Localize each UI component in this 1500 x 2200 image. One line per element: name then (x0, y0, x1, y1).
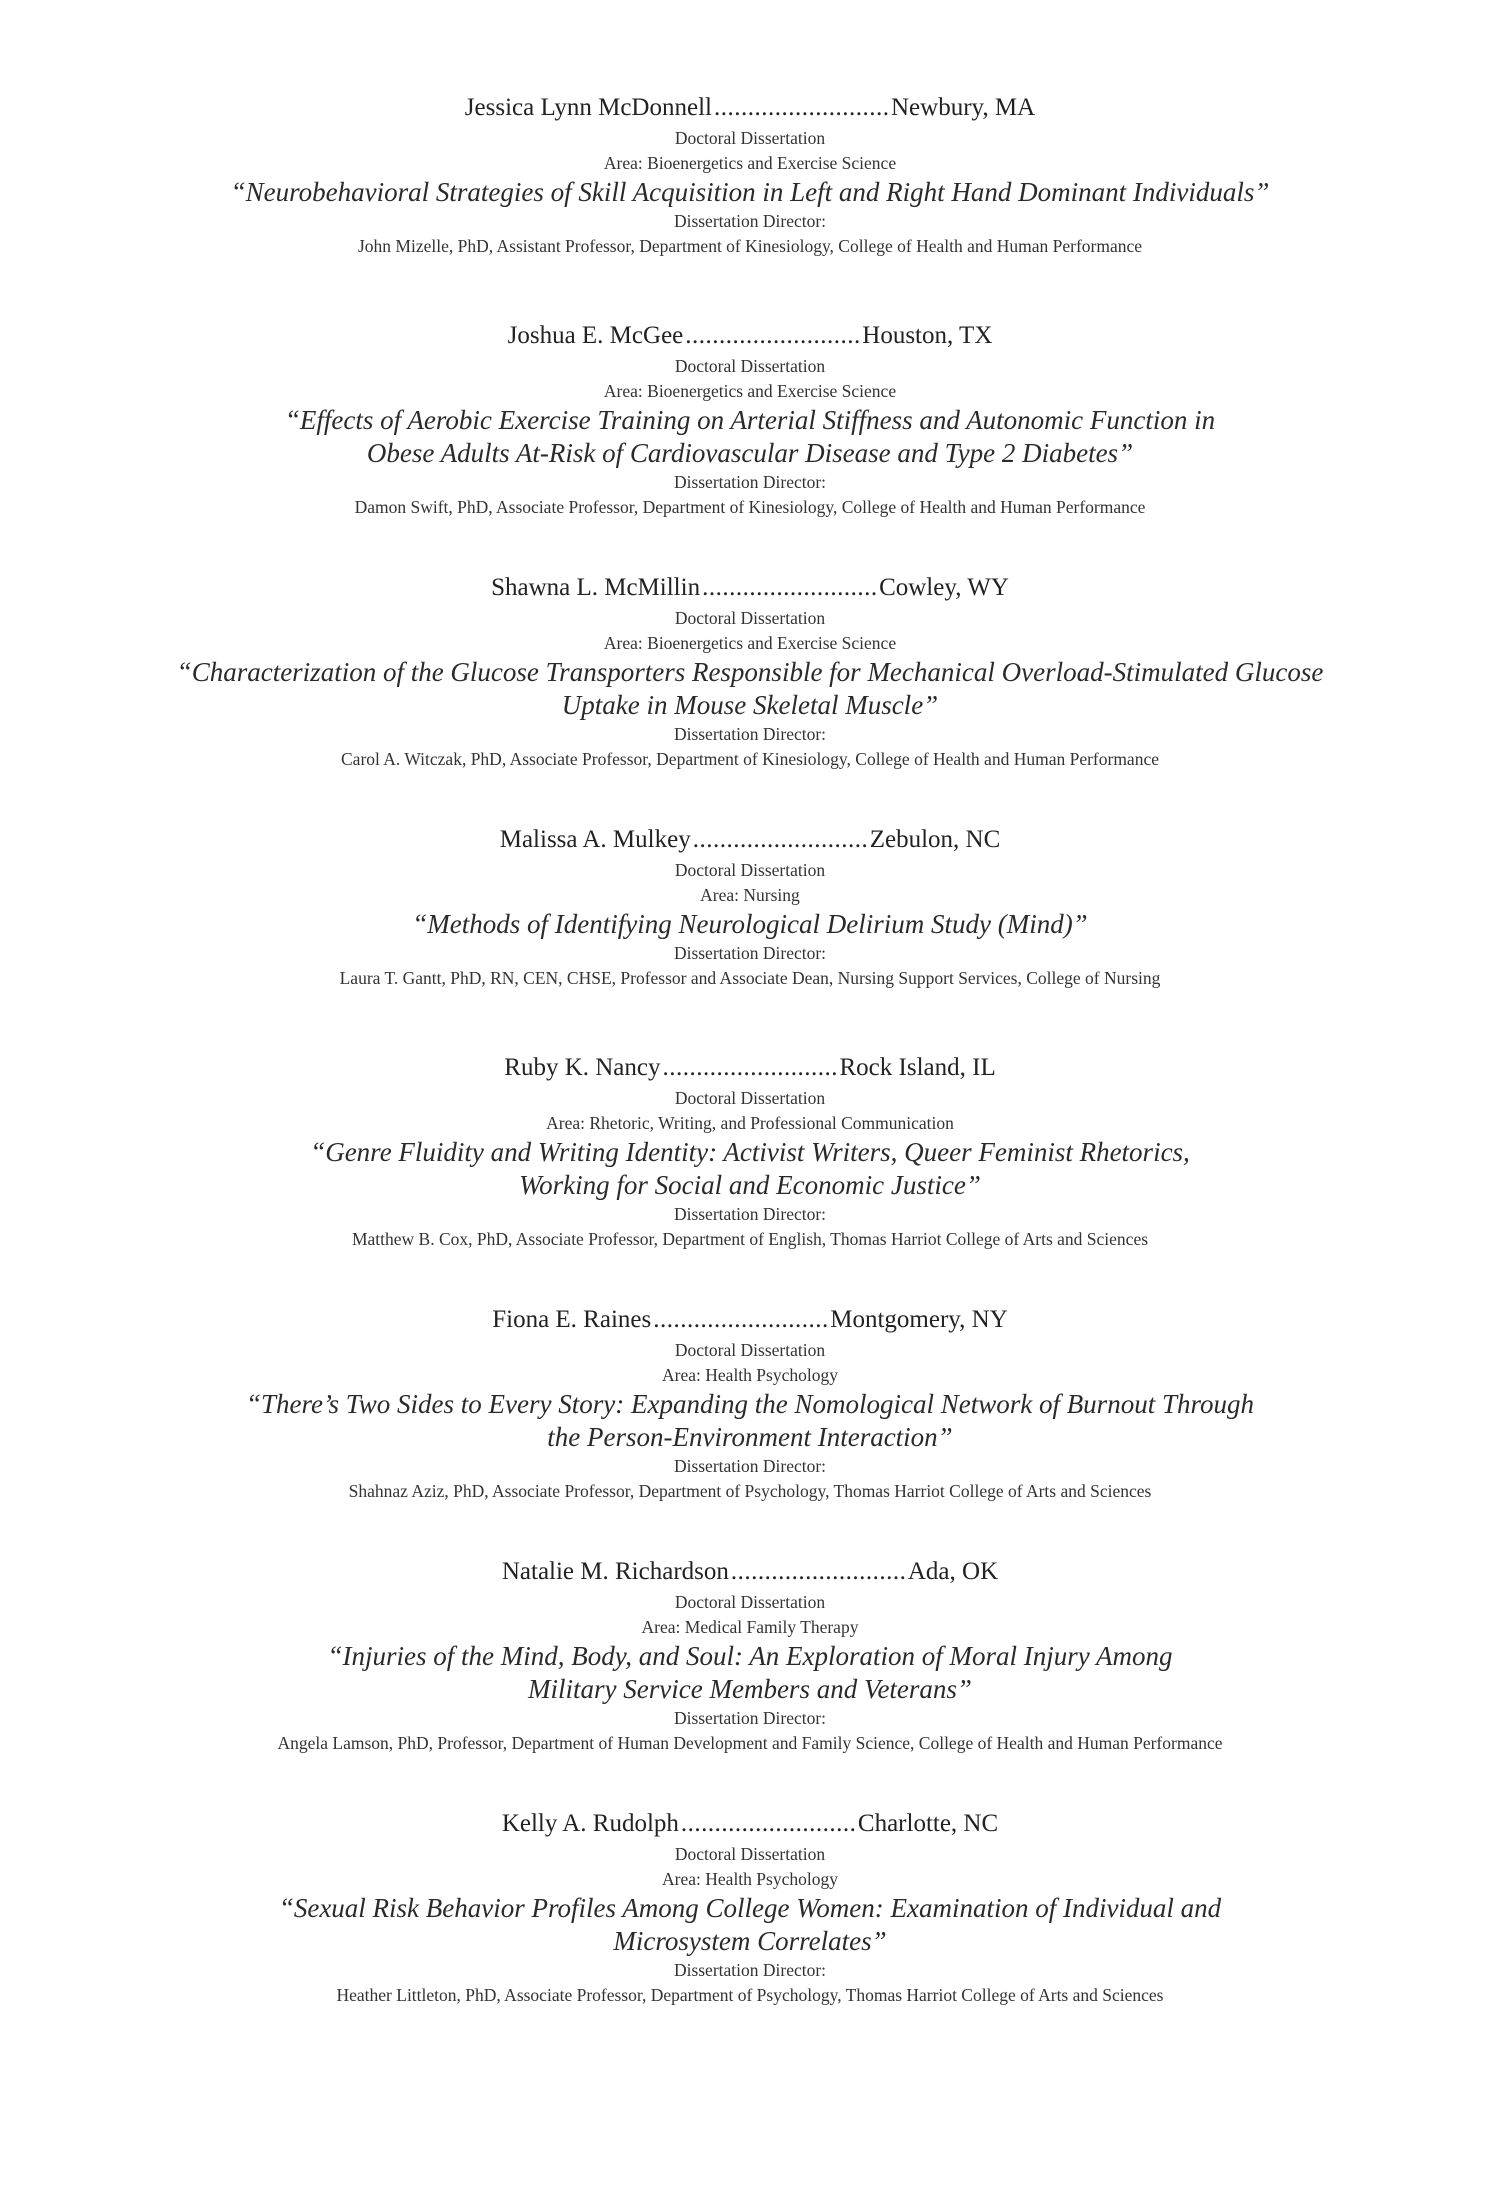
degree-type: Doctoral Dissertation (674, 860, 826, 880)
dissertation-title-line: Obese Adults At-Risk of Cardiovascular Disease and Type 2 Diabetes” (366, 438, 1134, 468)
graduate-name: Natalie M. Richardson (501, 1558, 729, 1585)
dissertation-title (150, 1388, 1350, 1454)
dissertation-title-line: Microsystem Correlates” (613, 1926, 887, 1956)
graduate-line (0, 1554, 1500, 1590)
dissertation-director: Shahnaz Aziz, PhD, Associate Professor, Department of Psychology, Thomas Harriot College of Arts and Sciences (348, 1481, 1152, 1501)
graduate-line (0, 90, 1500, 126)
dissertation-entry (0, 1050, 1500, 1302)
graduate-hometown: Ada, OK (907, 1558, 999, 1585)
dissertation-entry (0, 90, 1500, 318)
dot-leader (693, 822, 868, 858)
dissertation-title (150, 1640, 1350, 1706)
dissertation-entry (0, 570, 1500, 822)
dissertation-title-line: “Sexual Risk Behavior Profiles Among College Women: Examination of Individual and (278, 1893, 1222, 1923)
graduate-line (0, 1806, 1500, 1842)
dissertation-title-line: Uptake in Mouse Skeletal Muscle” (561, 690, 939, 720)
graduate-name: Shawna L. McMillin (491, 574, 701, 601)
graduate-hometown: Charlotte, NC (857, 1810, 999, 1837)
graduate-line (0, 1302, 1500, 1338)
study-area: Area: Health Psychology (662, 1365, 838, 1385)
dissertation-director: Matthew B. Cox, PhD, Associate Professor, Department of English, Thomas Harriot College of Arts and Sciences (351, 1229, 1149, 1249)
dissertation-list (0, 90, 1500, 2058)
study-area: Area: Bioenergetics and Exercise Science (603, 381, 897, 401)
dot-leader (685, 318, 860, 354)
graduate-name: Jessica Lynn McDonnell (464, 94, 712, 121)
dot-leader (702, 570, 877, 606)
dissertation-entry (0, 1554, 1500, 1806)
dissertation-title-line: “Effects of Aerobic Exercise Training on Arterial Stiffness and Autonomic Function in (284, 405, 1216, 435)
dissertation-director: Heather Littleton, PhD, Associate Professor, Department of Psychology, Thomas Harriot College of Arts and Sciences (336, 1985, 1164, 2005)
dissertation-title (150, 404, 1350, 470)
dissertation-director: Carol A. Witczak, PhD, Associate Professor, Department of Kinesiology, College of Health and Human Performance (341, 749, 1159, 769)
graduate-hometown: Rock Island, IL (839, 1054, 996, 1081)
graduate-name: Malissa A. Mulkey (499, 826, 691, 853)
study-area: Area: Bioenergetics and Exercise Science (603, 633, 897, 653)
graduate-name: Fiona E. Raines (492, 1306, 652, 1333)
graduate-name: Kelly A. Rudolph (501, 1810, 679, 1837)
dissertation-title-line: “Methods of Identifying Neurological Delirium Study (Mind)” (412, 909, 1088, 939)
dissertation-title (150, 656, 1350, 722)
degree-type: Doctoral Dissertation (674, 608, 826, 628)
dissertation-entry (0, 1302, 1500, 1554)
study-area: Area: Bioenergetics and Exercise Science (603, 153, 897, 173)
dissertation-title-line: Working for Social and Economic Justice” (519, 1170, 981, 1200)
director-label: Dissertation Director: (673, 1708, 827, 1728)
dissertation-title (150, 1892, 1350, 1958)
degree-type: Doctoral Dissertation (674, 1088, 826, 1108)
dissertation-title-line: Military Service Members and Veterans” (528, 1674, 972, 1704)
director-label: Dissertation Director: (673, 1960, 827, 1980)
director-label: Dissertation Director: (673, 724, 827, 744)
dissertation-director: John Mizelle, PhD, Assistant Professor, Department of Kinesiology, College of Health and Human Performance (357, 236, 1143, 256)
study-area: Area: Rhetoric, Writing, and Professional Communication (546, 1113, 954, 1133)
graduate-name: Ruby K. Nancy (504, 1054, 661, 1081)
graduate-line (0, 570, 1500, 606)
director-label: Dissertation Director: (673, 1456, 827, 1476)
dissertation-director: Angela Lamson, PhD, Professor, Department of Human Development and Family Science, College of Health and Human Performance (277, 1733, 1223, 1753)
graduate-line (0, 822, 1500, 858)
graduate-hometown: Montgomery, NY (830, 1306, 1008, 1333)
degree-type: Doctoral Dissertation (674, 356, 826, 376)
degree-type: Doctoral Dissertation (674, 1340, 826, 1360)
dissertation-entry (0, 822, 1500, 1050)
graduate-hometown: Houston, TX (862, 322, 993, 349)
director-label: Dissertation Director: (673, 1204, 827, 1224)
dissertation-title (150, 1136, 1350, 1202)
dot-leader (731, 1554, 906, 1590)
graduate-hometown: Zebulon, NC (869, 826, 1001, 853)
dissertation-title (150, 908, 1350, 941)
director-label: Dissertation Director: (673, 211, 827, 231)
dissertation-title-line: “Injuries of the Mind, Body, and Soul: An Exploration of Moral Injury Among (327, 1641, 1173, 1671)
graduate-name: Joshua E. McGee (507, 322, 684, 349)
dissertation-entry (0, 1806, 1500, 2058)
director-label: Dissertation Director: (673, 943, 827, 963)
dissertation-title-line: “Genre Fluidity and Writing Identity: Activist Writers, Queer Feminist Rhetorics, (310, 1137, 1190, 1167)
graduate-line (0, 318, 1500, 354)
dissertation-title (150, 176, 1350, 209)
dissertation-director: Damon Swift, PhD, Associate Professor, Department of Kinesiology, College of Health and Human Performance (354, 497, 1146, 517)
study-area: Area: Nursing (700, 885, 800, 905)
dot-leader (663, 1050, 838, 1086)
dissertation-title-line: “Characterization of the Glucose Transporters Responsible for Mechanical Overload-Stimulated Glucose (176, 657, 1324, 687)
study-area: Area: Health Psychology (662, 1869, 838, 1889)
dissertation-entry (0, 318, 1500, 570)
graduate-line (0, 1050, 1500, 1086)
degree-type: Doctoral Dissertation (674, 128, 826, 148)
director-label: Dissertation Director: (673, 472, 827, 492)
dot-leader (714, 90, 889, 126)
graduate-hometown: Cowley, WY (879, 574, 1009, 601)
dot-leader (681, 1806, 856, 1842)
degree-type: Doctoral Dissertation (674, 1592, 826, 1612)
degree-type: Doctoral Dissertation (674, 1844, 826, 1864)
dissertation-title-line: the Person-Environment Interaction” (547, 1422, 953, 1452)
graduate-hometown: Newbury, MA (890, 94, 1036, 121)
dot-leader (653, 1302, 828, 1338)
dissertation-title-line: “Neurobehavioral Strategies of Skill Acquisition in Left and Right Hand Dominant Individuals” (230, 177, 1270, 207)
study-area: Area: Medical Family Therapy (641, 1617, 859, 1637)
dissertation-title-line: “There’s Two Sides to Every Story: Expanding the Nomological Network of Burnout Through (246, 1389, 1254, 1419)
dissertation-director: Laura T. Gantt, PhD, RN, CEN, CHSE, Professor and Associate Dean, Nursing Support Services, College of Nursing (339, 968, 1161, 988)
